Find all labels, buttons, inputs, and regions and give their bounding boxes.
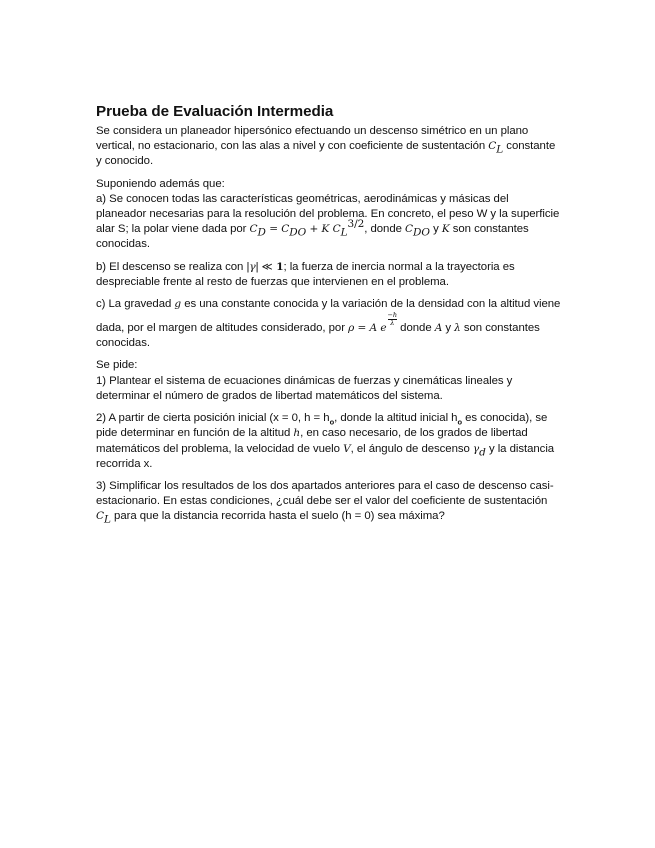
cd0-subscript: DO xyxy=(289,226,307,239)
assumption-b-paragraph xyxy=(96,260,561,290)
assumption-c-text-5: son constantes conocidas. xyxy=(96,322,540,350)
assumption-a-text-4: son constantes conocidas. xyxy=(96,223,529,251)
cl-subscript-2: L xyxy=(103,513,111,526)
assumption-a-paragraph xyxy=(96,177,561,253)
density-equals-sign: = xyxy=(354,322,370,335)
much-less-symbol: ≪ xyxy=(261,260,273,273)
intro-text-2: constante y conocido. xyxy=(96,140,556,168)
gamma-d-subscript: d xyxy=(479,445,486,458)
cl-subscript: L xyxy=(496,143,504,156)
question-3-text-1: 3) Simplificar los resultados de los dos apartados anteriores para el caso de descenso casi-estacionario. En estas condiciones, ¿cuál debe ser el valor del coeficiente de sustentación xyxy=(96,479,554,508)
assumption-b-text-3: ; la fuerza de inercia normal a la trayectoria es despreciable frente al resto de fuerzas que intervienen en el problema. xyxy=(96,260,515,288)
plus-sign: + xyxy=(306,223,322,236)
cl-power-symbol: C xyxy=(329,223,341,236)
assumption-c-text-4: y xyxy=(442,322,455,335)
question-2-text-3: es conocida), se pide determinar en función de la altitud xyxy=(96,412,548,440)
assumption-c-paragraph xyxy=(96,297,561,351)
exponential-symbol: e xyxy=(377,322,387,335)
a-symbol-2: A xyxy=(434,322,443,335)
rho-symbol: ρ xyxy=(348,322,355,335)
question-3-paragraph xyxy=(96,479,561,525)
assumption-c-text-3: donde xyxy=(397,322,435,335)
a-symbol: A xyxy=(369,322,378,335)
question-1-paragraph xyxy=(96,358,561,404)
question-2-text-2: , donde la altitud inicial h xyxy=(334,412,458,425)
page-title: Prueba de Evaluación Intermedia xyxy=(96,103,334,120)
question-2-paragraph xyxy=(96,411,561,472)
assumption-c-text-2: es una constante conocida y la variación de la densidad con la altitud viene dada, por el margen de altitudes considerado, por xyxy=(96,298,561,335)
question-2-text-1: 2) A partir de cierta posición inicial (x = 0, h = h xyxy=(96,412,330,425)
question-2-text-4: , en caso necesario, de los grados de libertad matemáticos del problema, la velocidad de vuelo xyxy=(96,427,528,455)
question-2-text-6: y la distancia recorrida x. xyxy=(96,442,555,470)
gamma-d-symbol: γ xyxy=(472,442,480,455)
assumption-a-text-2: , donde xyxy=(364,223,406,236)
document-body xyxy=(96,103,561,532)
h-symbol: h xyxy=(293,427,301,440)
intro-paragraph xyxy=(96,124,561,170)
exponent-numerator: −h xyxy=(387,311,398,320)
intro-text-1: Se considera un planeador hipersónico efectuando un descenso simétrico en un plano vertical, no estacionario, con las alas a nivel y con coeficiente de sustentación xyxy=(96,125,529,153)
v-symbol: V xyxy=(343,442,351,455)
cl-symbol: C xyxy=(488,140,497,153)
exponent-denominator: λ xyxy=(390,319,395,328)
cd0-symbol: C xyxy=(281,223,290,236)
cl-power-subscript: L xyxy=(340,226,348,239)
cd0-symbol-2: C xyxy=(405,223,414,236)
assumption-a-text-3: y xyxy=(429,223,442,236)
assumption-b-text-1: b) El descenso se realiza con | xyxy=(96,260,250,273)
k-symbol: K xyxy=(321,223,330,236)
h0-subscript-2: o xyxy=(457,417,463,427)
assumption-a-text-1: a) Se conocen todas las características geométricas, aerodinámicas y másicas del planeador necesarias para la resolución del problema. En concreto, el peso W y la superficie alar S; la polar viene dada por xyxy=(96,192,560,236)
cd0-subscript-2: DO xyxy=(413,226,430,239)
cd-symbol: C xyxy=(249,223,258,236)
cd-subscript: D xyxy=(257,226,266,239)
assumption-b-text-2: | xyxy=(255,260,262,273)
question-2-text-5: , el ángulo de descenso xyxy=(350,442,473,455)
assumption-c-text-1: c) La gravedad xyxy=(96,298,175,311)
gamma-symbol: γ xyxy=(249,260,256,273)
cl-power-exponent: 3/2 xyxy=(347,218,365,231)
one-symbol: 1 xyxy=(272,260,284,273)
k-symbol-2: K xyxy=(441,223,450,236)
asks-header: Se pide: xyxy=(96,359,138,372)
assumptions-header: Suponiendo además que: xyxy=(96,177,225,190)
cl-symbol-2: C xyxy=(96,510,104,523)
h0-subscript: o xyxy=(329,417,335,427)
question-1-text: 1) Plantear el sistema de ecuaciones dinámicas de fuerzas y cinemáticas lineales y determinar el número de grados de libertad matemáticos del sistema. xyxy=(96,374,513,402)
exponent-fraction xyxy=(388,312,398,327)
equals-sign: = xyxy=(265,223,282,236)
lambda-symbol: λ xyxy=(454,322,461,335)
question-3-text-2: para que la distancia recorrida hasta el suelo (h = 0) sea máxima? xyxy=(110,510,445,523)
g-symbol: g xyxy=(174,298,182,311)
